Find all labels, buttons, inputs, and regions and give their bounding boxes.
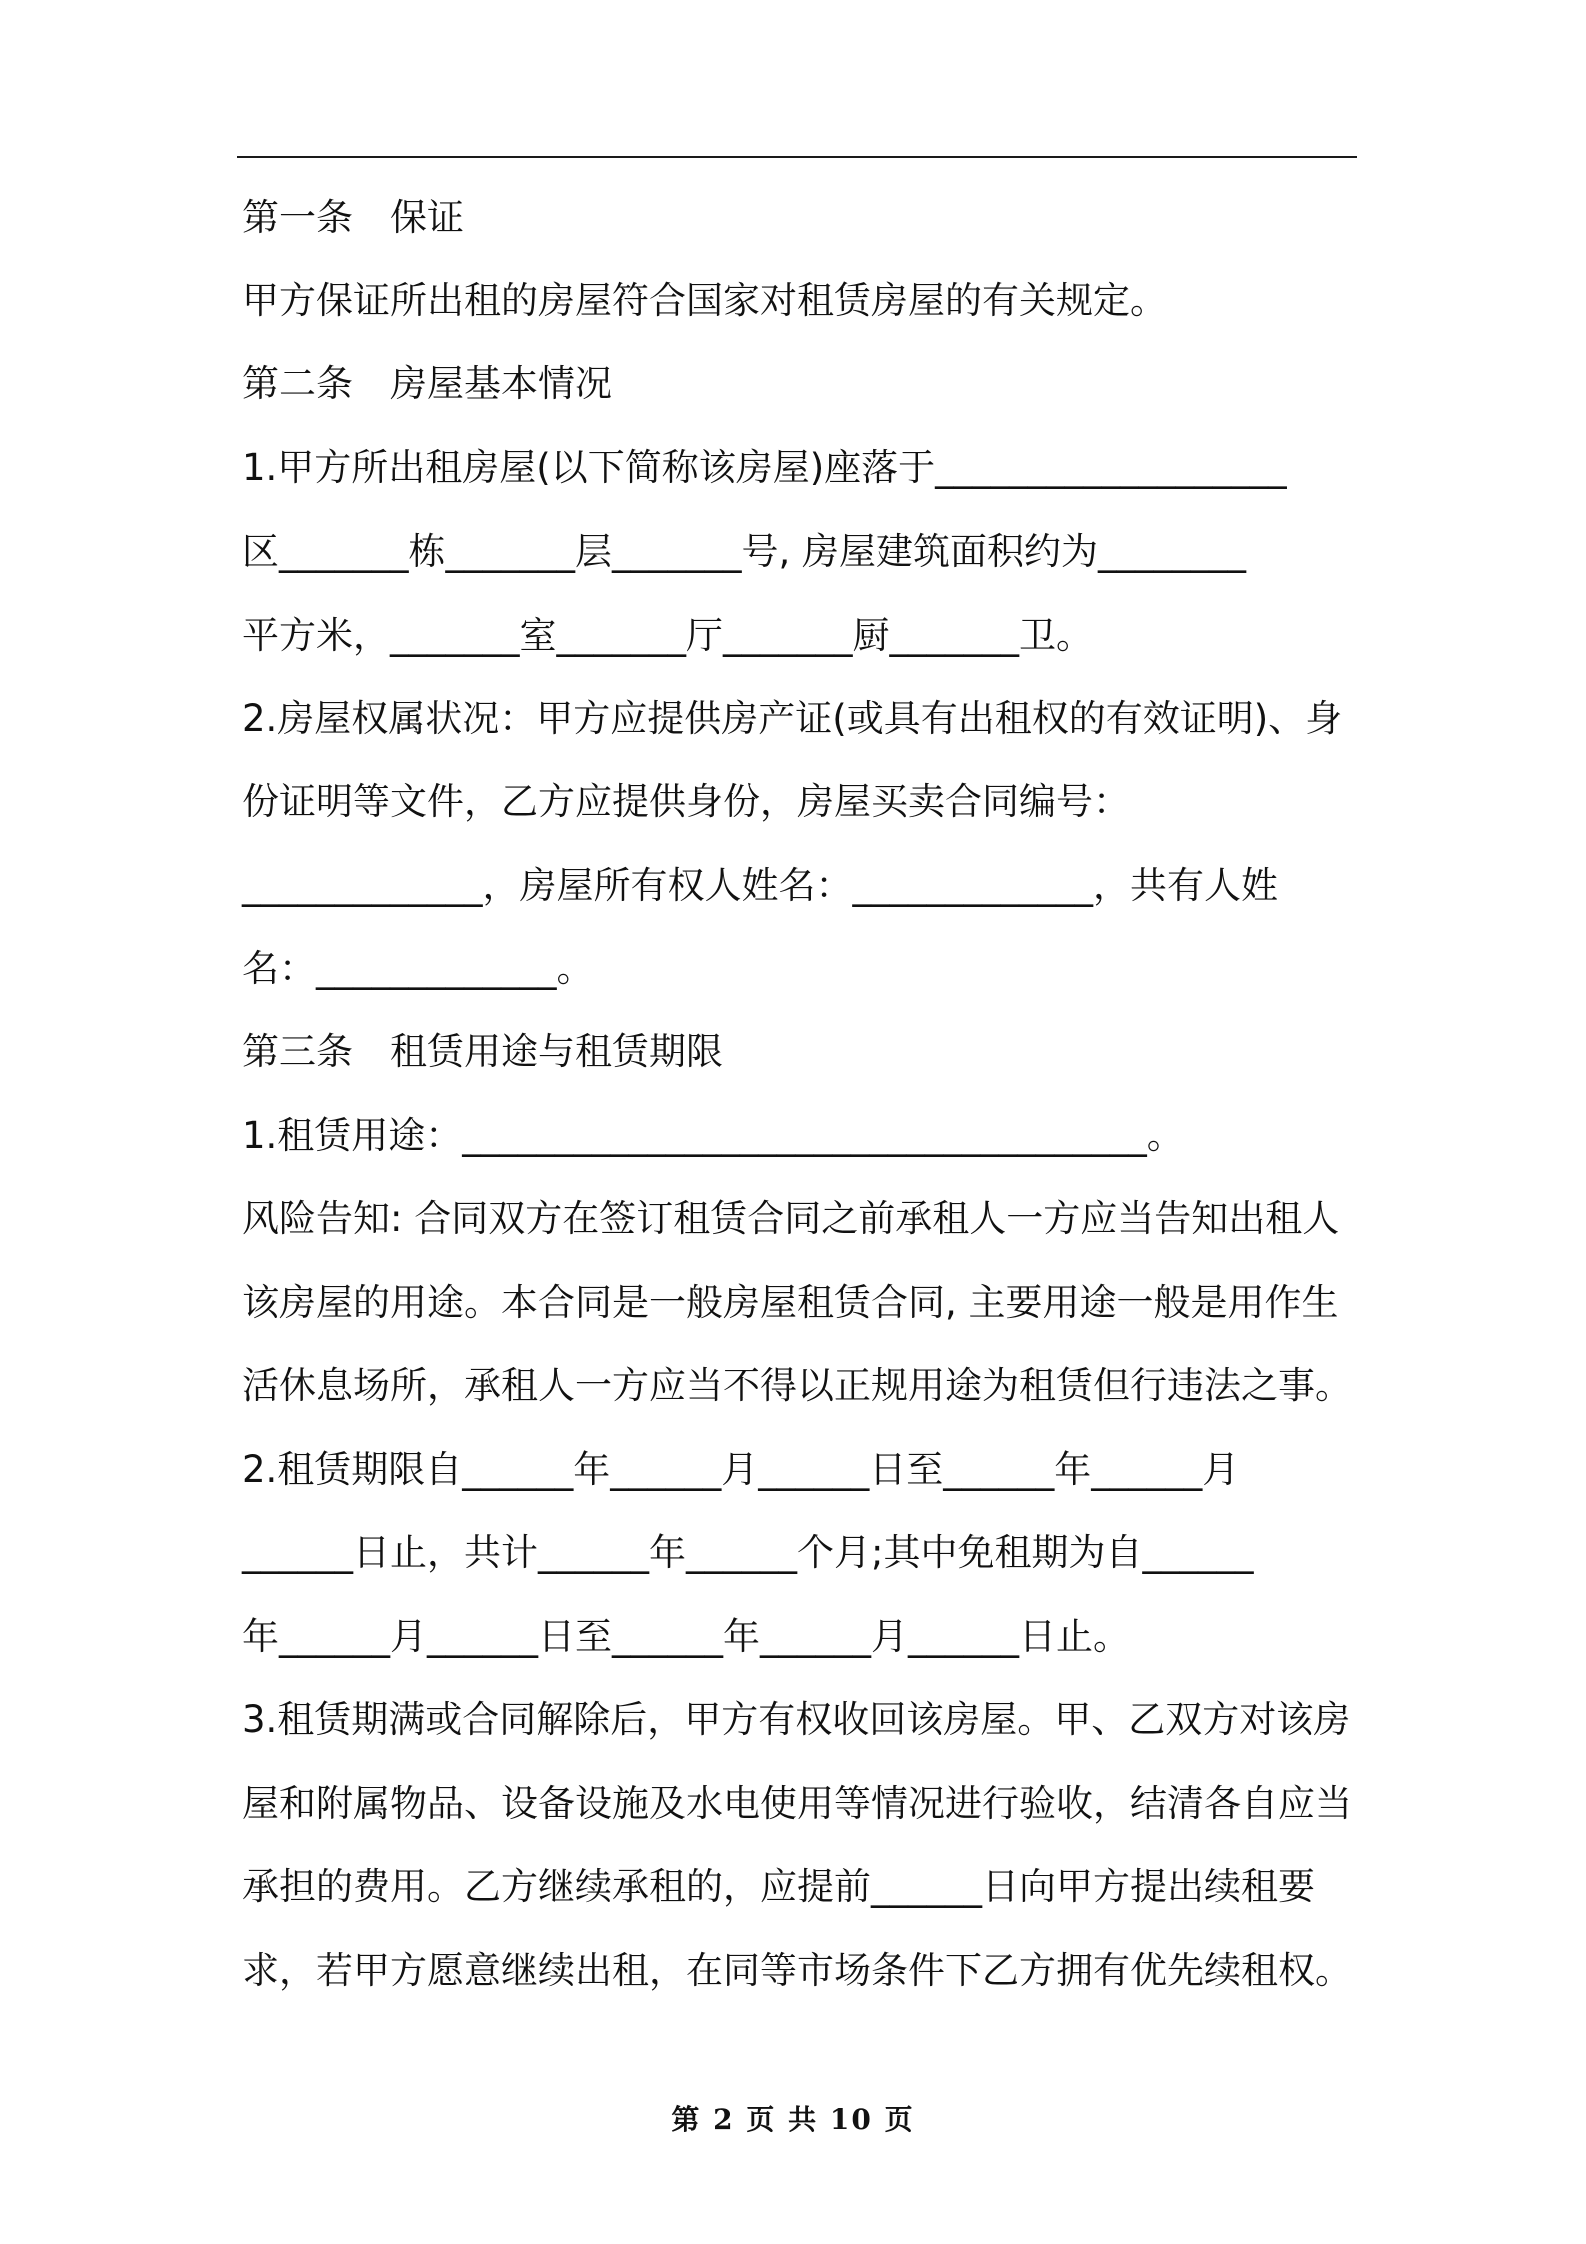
article-2-clause-2-line-4: 名：_____________。 — [242, 947, 594, 990]
risk-notice-line-1: 风险告知: 合同双方在签订租赁合同之前承租人一方应当告知出租人 — [242, 1197, 1340, 1240]
article-3-clause-3-line-4: 求，若甲方愿意继续出租，在同等市场条件下乙方拥有优先续租权。 — [242, 1949, 1352, 1992]
article-3-clause-2-line-3: 年______月______日至______年______月______日止。 — [242, 1615, 1130, 1658]
header-rule — [237, 156, 1357, 158]
article-3-clause-1: 1.租赁用途：_____________________________________。 — [242, 1114, 1184, 1157]
article-2-clause-1-line-2: 区_______栋_______层_______号, 房屋建筑面积约为________ — [242, 530, 1247, 573]
article-1-heading: 第一条 保证 — [242, 196, 464, 239]
article-3-clause-2-line-2: ______日止，共计______年______个月;其中免租期为自______ — [242, 1531, 1254, 1574]
article-3-clause-3-line-1: 3.租赁期满或合同解除后，甲方有权收回该房屋。甲、乙双方对该房 — [242, 1698, 1351, 1741]
article-3-heading: 第三条 租赁用途与租赁期限 — [242, 1030, 723, 1073]
article-3-clause-3-line-3: 承担的费用。乙方继续承租的，应提前______日向甲方提出续租要 — [242, 1865, 1315, 1908]
article-2-clause-2-line-1: 2.房屋权属状况：甲方应提供房产证(或具有出租权的有效证明)、身 — [242, 697, 1343, 740]
article-2-clause-2-line-2: 份证明等文件，乙方应提供身份，房屋买卖合同编号： — [242, 780, 1130, 823]
article-2-clause-2-line-3: _____________，房屋所有权人姓名：_____________，共有人姓 — [242, 864, 1278, 907]
article-3-clause-3-line-2: 屋和附属物品、设备设施及水电使用等情况进行验收，结清各自应当 — [242, 1782, 1352, 1825]
page-number-footer: 第 2 页 共 10 页 — [671, 2103, 915, 2136]
article-3-clause-2-line-1: 2.租赁期限自______年______月______日至______年______月 — [242, 1448, 1240, 1491]
risk-notice-line-2: 该房屋的用途。本合同是一般房屋租赁合同, 主要用途一般是用作生 — [242, 1281, 1339, 1324]
article-2-heading: 第二条 房屋基本情况 — [242, 362, 612, 405]
article-2-clause-1-line-3: 平方米，_______室_______厅_______厨_______卫。 — [242, 614, 1093, 657]
risk-notice-line-3: 活休息场所，承租人一方应当不得以正规用途为租赁但行违法之事。 — [242, 1364, 1352, 1407]
article-2-clause-1-line-1: 1.甲方所出租房屋(以下简称该房屋)座落于___________________ — [242, 446, 1287, 489]
article-1-text: 甲方保证所出租的房屋符合国家对租赁房屋的有关规定。 — [242, 279, 1167, 322]
